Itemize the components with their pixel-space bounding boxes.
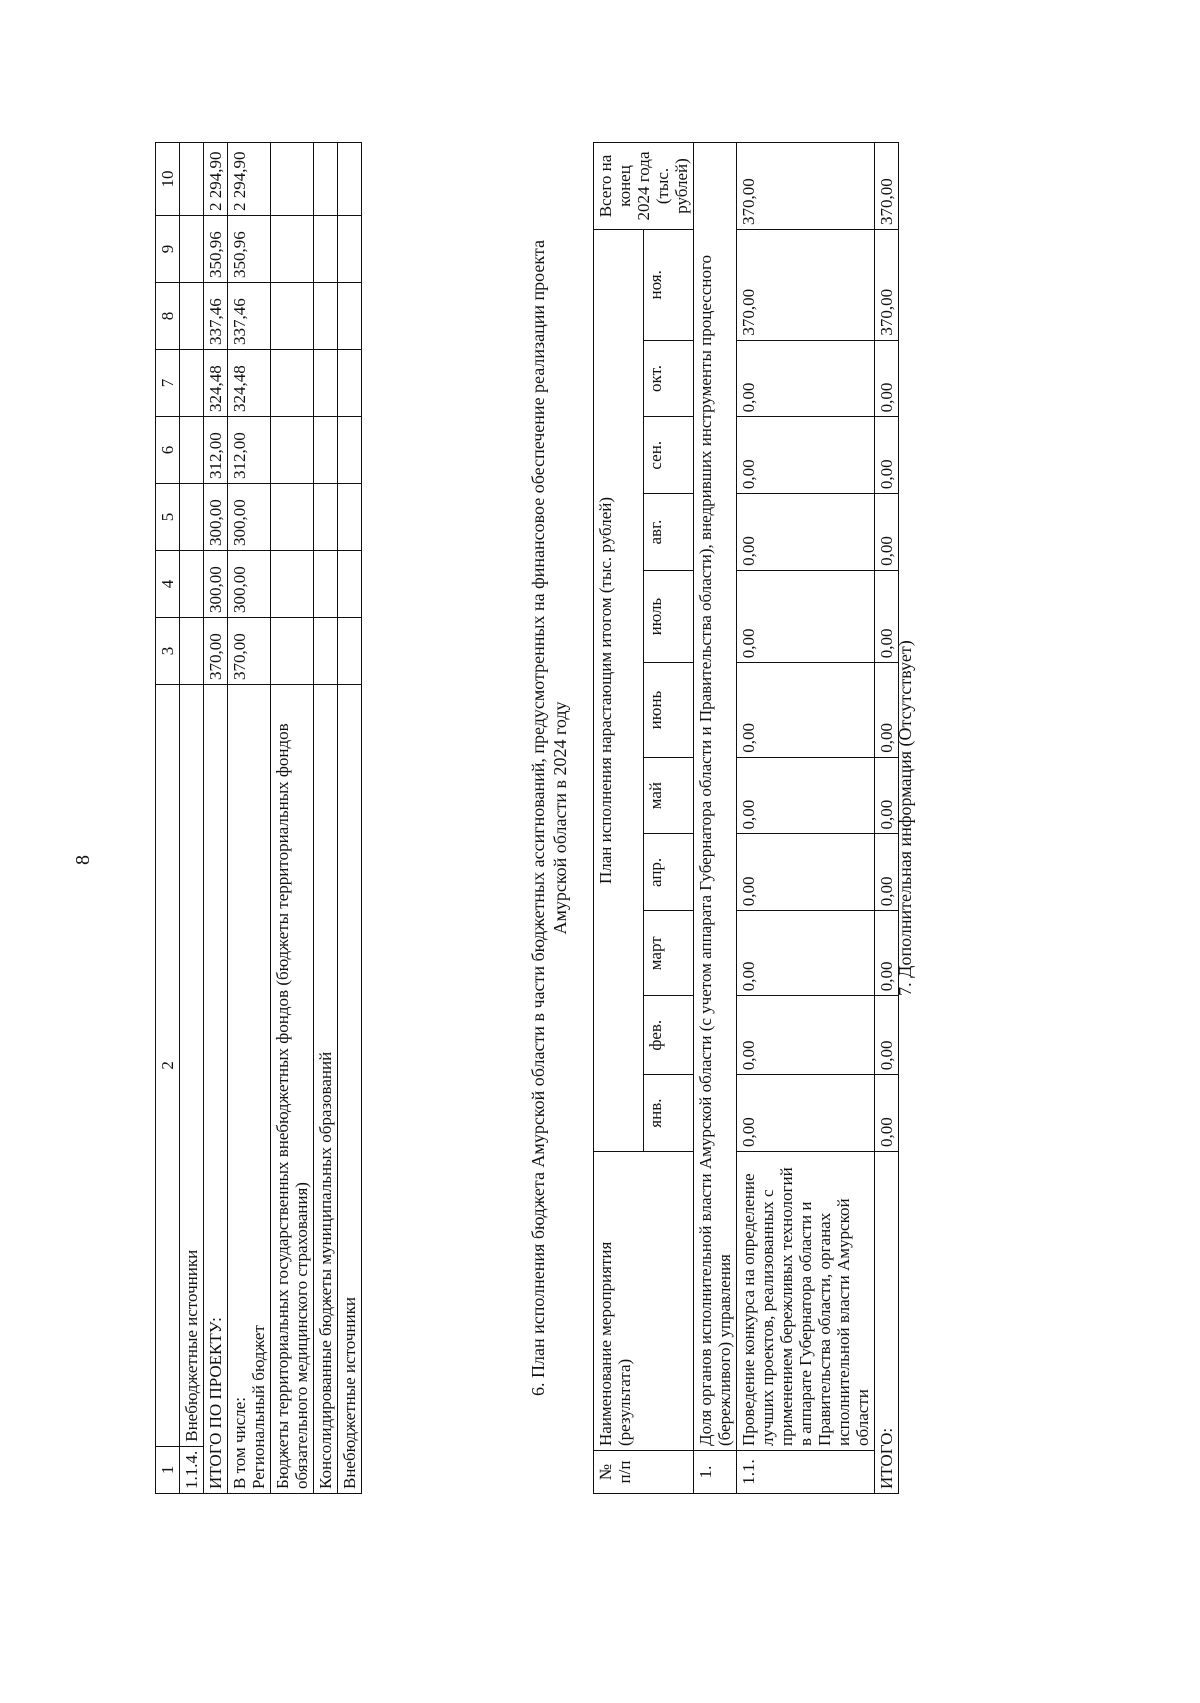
cell <box>338 143 362 216</box>
cell <box>314 350 338 417</box>
cell <box>338 350 362 417</box>
cell: 0,00 <box>875 417 899 494</box>
cell <box>314 216 338 283</box>
cell: 324,48 <box>204 350 228 417</box>
cell <box>180 551 204 618</box>
header-cell: 3 <box>156 618 180 685</box>
cell <box>271 216 314 283</box>
table-row <box>228 143 271 1494</box>
cell: 0,00 <box>875 834 899 911</box>
page-number: 8 <box>72 855 94 865</box>
cell <box>314 143 338 216</box>
row-name: Внебюджетные источники <box>180 685 204 1447</box>
cell <box>180 618 204 685</box>
table-row <box>180 143 204 1494</box>
table-row <box>338 143 362 1494</box>
cell <box>338 551 362 618</box>
cell <box>338 417 362 484</box>
cell <box>271 350 314 417</box>
cell: 0,00 <box>875 911 899 996</box>
month-header: июнь <box>644 663 694 757</box>
header-name: Наименование мероприятия (результата) <box>594 1152 694 1451</box>
row-code: 1.1.4. <box>180 1446 204 1493</box>
cell: 337,46 <box>204 283 228 350</box>
table-row <box>314 143 338 1494</box>
cell <box>271 283 314 350</box>
goal-text: Доля органов исполнительной власти Амурской области (с учетом аппарата Губернатора области и Правительства области), внедривших инструменты процессного (бережливого) управления <box>694 143 737 1451</box>
cell: 0,00 <box>875 996 899 1075</box>
cell <box>271 417 314 484</box>
budget-sources-table <box>155 142 362 1494</box>
cell: 0,00 <box>737 834 875 911</box>
cell-total: 370,00 <box>875 143 899 230</box>
header-cell: 6 <box>156 417 180 484</box>
cell: 324,48 <box>228 350 271 417</box>
cell <box>338 484 362 551</box>
cell: 337,46 <box>228 283 271 350</box>
cell: 2 294,90 <box>228 143 271 216</box>
cell: 350,96 <box>228 216 271 283</box>
cell: 0,00 <box>875 340 899 417</box>
section-7-heading: 7. Дополнительная информация (Отсутствует) <box>895 640 915 996</box>
cell <box>314 417 338 484</box>
rotated-content <box>155 94 1080 1494</box>
cell: 2 294,90 <box>204 143 228 216</box>
header-plan: План исполнения нарастающим итогом (тыс. рублей) <box>594 230 644 1152</box>
cell: 312,00 <box>204 417 228 484</box>
cell <box>180 283 204 350</box>
header-cell: 1 <box>156 1446 180 1493</box>
cell: 0,00 <box>875 757 899 834</box>
cell: 350,96 <box>204 216 228 283</box>
month-header: сен. <box>644 417 694 494</box>
month-header: июль <box>644 570 694 662</box>
header-cell: 8 <box>156 283 180 350</box>
cell: 370,00 <box>228 618 271 685</box>
cell: 0,00 <box>737 996 875 1075</box>
month-header: ноя. <box>644 230 694 341</box>
cell <box>314 283 338 350</box>
cell: 0,00 <box>737 570 875 662</box>
cell <box>338 618 362 685</box>
cell <box>314 551 338 618</box>
month-header: янв. <box>644 1075 694 1152</box>
row-name: Внебюджетные источники <box>338 685 362 1494</box>
cell <box>338 283 362 350</box>
header-cell: 5 <box>156 484 180 551</box>
cell <box>180 484 204 551</box>
item-no: 1.1. <box>737 1451 875 1494</box>
cell: 0,00 <box>875 1075 899 1152</box>
cell: 300,00 <box>204 551 228 618</box>
section-6-heading <box>527 142 571 1494</box>
goal-row <box>694 143 737 1494</box>
cell: 300,00 <box>204 484 228 551</box>
item-name: Проведение конкурса на определение лучших проектов, реализованных с применением бережливых технологий в аппарате Губернатора области и Правительства области, органах исполнительной власти Амурской области <box>737 1152 875 1451</box>
cell: 0,00 <box>737 663 875 757</box>
table-header-row <box>156 143 180 1494</box>
cell: 0,00 <box>875 494 899 571</box>
header-cell: 10 <box>156 143 180 216</box>
section-6-title-line-2: Амурской области в 2024 году <box>550 701 570 935</box>
header-cell: 7 <box>156 350 180 417</box>
header-no: № п/п <box>594 1451 694 1494</box>
month-header: авг. <box>644 494 694 571</box>
row-name: ИТОГО ПО ПРОЕКТУ: <box>204 685 228 1494</box>
cell: 0,00 <box>737 340 875 417</box>
cell <box>180 350 204 417</box>
month-header: фев. <box>644 996 694 1075</box>
budget-plan-table <box>593 142 899 1494</box>
row-name: Консолидированные бюджеты муниципальных образований <box>314 685 338 1494</box>
cell <box>271 143 314 216</box>
cell <box>180 216 204 283</box>
cell: 370,00 <box>737 230 875 341</box>
cell: 0,00 <box>737 757 875 834</box>
header-cell: 2 <box>156 685 180 1447</box>
cell: 0,00 <box>737 417 875 494</box>
month-header: окт. <box>644 340 694 417</box>
header-cell: 4 <box>156 551 180 618</box>
cell: 370,00 <box>875 230 899 341</box>
table-row <box>737 143 875 1494</box>
cell-total: 370,00 <box>737 143 875 230</box>
month-header: май <box>644 757 694 834</box>
cell <box>338 216 362 283</box>
header-total: Всего на конец 2024 года (тыс. рублей) <box>594 143 694 230</box>
goal-no: 1. <box>694 1451 737 1494</box>
cell <box>180 417 204 484</box>
row-name: Бюджеты территориальных государственных внебюджетных фондов (бюджеты территориальных фондов обязательного медицинского страхования) <box>271 685 314 1494</box>
cell <box>314 618 338 685</box>
cell: 0,00 <box>875 663 899 757</box>
table-header-row <box>594 143 644 1494</box>
cell: 300,00 <box>228 551 271 618</box>
cell <box>271 551 314 618</box>
cell: 300,00 <box>228 484 271 551</box>
cell <box>271 484 314 551</box>
itogo-label: ИТОГО: <box>875 1152 899 1494</box>
cell: 0,00 <box>737 494 875 571</box>
cell: 370,00 <box>204 618 228 685</box>
section-6-title-line-1: 6. План исполнения бюджета Амурской области в части бюджетных ассигнований, предусмотренных на финансовое обеспечение реализации проекта <box>528 240 548 1396</box>
table-row <box>271 143 314 1494</box>
cell: 0,00 <box>737 911 875 996</box>
row-name: В том числе: Региональный бюджет <box>228 685 271 1494</box>
cell <box>271 618 314 685</box>
month-header: март <box>644 911 694 996</box>
header-cell: 9 <box>156 216 180 283</box>
cell <box>314 484 338 551</box>
cell <box>180 143 204 216</box>
cell: 312,00 <box>228 417 271 484</box>
month-header: апр. <box>644 834 694 911</box>
table-row <box>204 143 228 1494</box>
cell: 0,00 <box>737 1075 875 1152</box>
cell: 0,00 <box>875 570 899 662</box>
